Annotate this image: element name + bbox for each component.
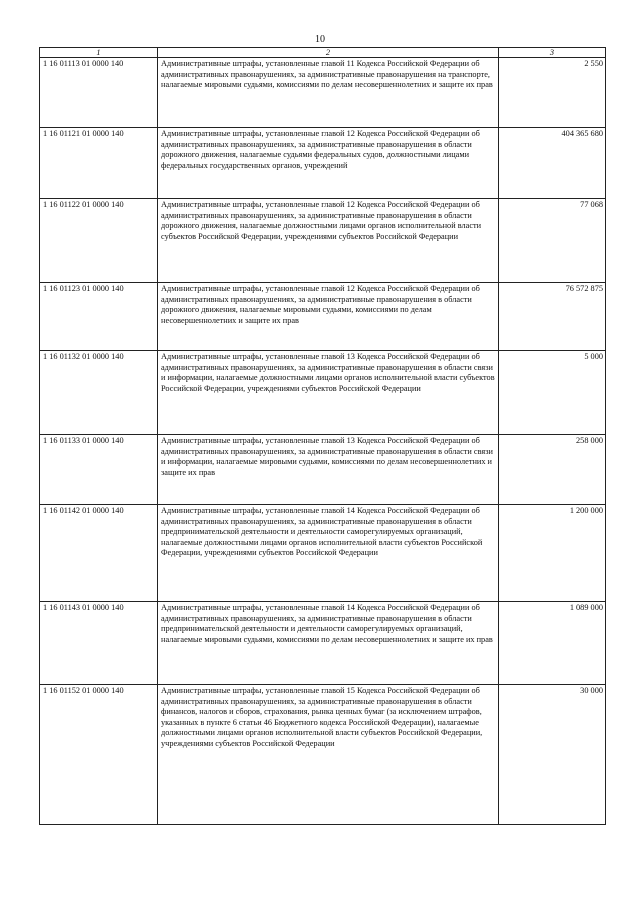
page-number: 10 — [315, 34, 325, 45]
amount-value: 258 000 — [499, 435, 606, 505]
header-row — [40, 48, 606, 58]
revenue-description: Административные штрафы, установленные главой 13 Кодекса Российской Федерации об административных правонарушениях, за административные правонарушения в области связи и информации, налагаемые должностными лицами органов исполнительной власти субъектов Российской Федерации, учреждениями субъектов Российской Федерации — [158, 351, 499, 435]
classification-code: 1 16 01142 01 0000 140 — [40, 505, 158, 602]
amount-value: 30 000 — [499, 685, 606, 825]
revenue-description: Административные штрафы, установленные главой 11 Кодекса Российской Федерации об административных правонарушениях, за административные правонарушения на транспорте, налагаемые мировыми судьями, комиссиями по делам несовершеннолетних и защите их прав — [158, 58, 499, 128]
classification-code: 1 16 01143 01 0000 140 — [40, 602, 158, 685]
amount-value: 76 572 875 — [499, 283, 606, 351]
classification-code: 1 16 01113 01 0000 140 — [40, 58, 158, 128]
table-row — [40, 351, 606, 435]
amount-value: 5 000 — [499, 351, 606, 435]
revenue-description: Административные штрафы, установленные главой 13 Кодекса Российской Федерации об административных правонарушениях, за административные правонарушения в области связи и информации, налагаемые мировыми судьями, комиссиями по делам несовершеннолетних и защите их прав — [158, 435, 499, 505]
header-amount-column: 3 — [499, 48, 606, 58]
revenue-description: Административные штрафы, установленные главой 12 Кодекса Российской Федерации об административных правонарушениях, за административные правонарушения в области дорожного движения, налагаемые мировыми судьями, комиссиями по делам несовершеннолетних и защите их прав — [158, 283, 499, 351]
table-row — [40, 505, 606, 602]
amount-value: 2 550 — [499, 58, 606, 128]
classification-code: 1 16 01122 01 0000 140 — [40, 199, 158, 283]
revenue-description: Административные штрафы, установленные главой 14 Кодекса Российской Федерации об административных правонарушениях, за административные правонарушения в области предпринимательской деятельности и деятельности саморегулируемых организаций, налагаемые должностными лицами органов исполнительной власти субъектов Российской Федерации, учреждениями субъектов Российской Федерации — [158, 505, 499, 602]
table-row — [40, 128, 606, 199]
revenue-table — [39, 47, 606, 825]
header-description-column: 2 — [158, 48, 499, 58]
classification-code: 1 16 01121 01 0000 140 — [40, 128, 158, 199]
table-row — [40, 685, 606, 825]
table-row — [40, 602, 606, 685]
amount-value: 1 200 000 — [499, 505, 606, 602]
table-row — [40, 435, 606, 505]
amount-value: 1 089 000 — [499, 602, 606, 685]
table-row — [40, 58, 606, 128]
classification-code: 1 16 01123 01 0000 140 — [40, 283, 158, 351]
revenue-description: Административные штрафы, установленные главой 15 Кодекса Российской Федерации об административных правонарушениях, за административные правонарушения в области финансов, налогов и сборов, страхования, рынка ценных бумаг (за исключением штрафов, указанных в пункте 6 статьи 46 Бюджетного кодекса Российской Федерации), налагаемые должностными лицами органов исполнительной власти субъектов Российской Федерации, учреждениями субъектов Российской Федерации — [158, 685, 499, 825]
table-row — [40, 199, 606, 283]
revenue-description: Административные штрафы, установленные главой 14 Кодекса Российской Федерации об административных правонарушениях, за административные правонарушения в области предпринимательской деятельности и деятельности саморегулируемых организаций, налагаемые мировыми судьями, комиссиями по делам несовершеннолетних и защите их прав — [158, 602, 499, 685]
classification-code: 1 16 01152 01 0000 140 — [40, 685, 158, 825]
amount-value: 404 365 680 — [499, 128, 606, 199]
revenue-description: Административные штрафы, установленные главой 12 Кодекса Российской Федерации об административных правонарушениях, за административные правонарушения в области дорожного движения, налагаемые судьями федеральных судов, должностными лицами федеральных государственных органов, учреждений — [158, 128, 499, 199]
amount-value: 77 068 — [499, 199, 606, 283]
revenue-description: Административные штрафы, установленные главой 12 Кодекса Российской Федерации об административных правонарушениях, за административные правонарушения в области дорожного движения, налагаемые должностными лицами органов исполнительной власти субъектов Российской Федерации, учреждениями субъектов Российской Федерации — [158, 199, 499, 283]
classification-code: 1 16 01133 01 0000 140 — [40, 435, 158, 505]
header-code-column: 1 — [40, 48, 158, 58]
table-row — [40, 283, 606, 351]
classification-code: 1 16 01132 01 0000 140 — [40, 351, 158, 435]
